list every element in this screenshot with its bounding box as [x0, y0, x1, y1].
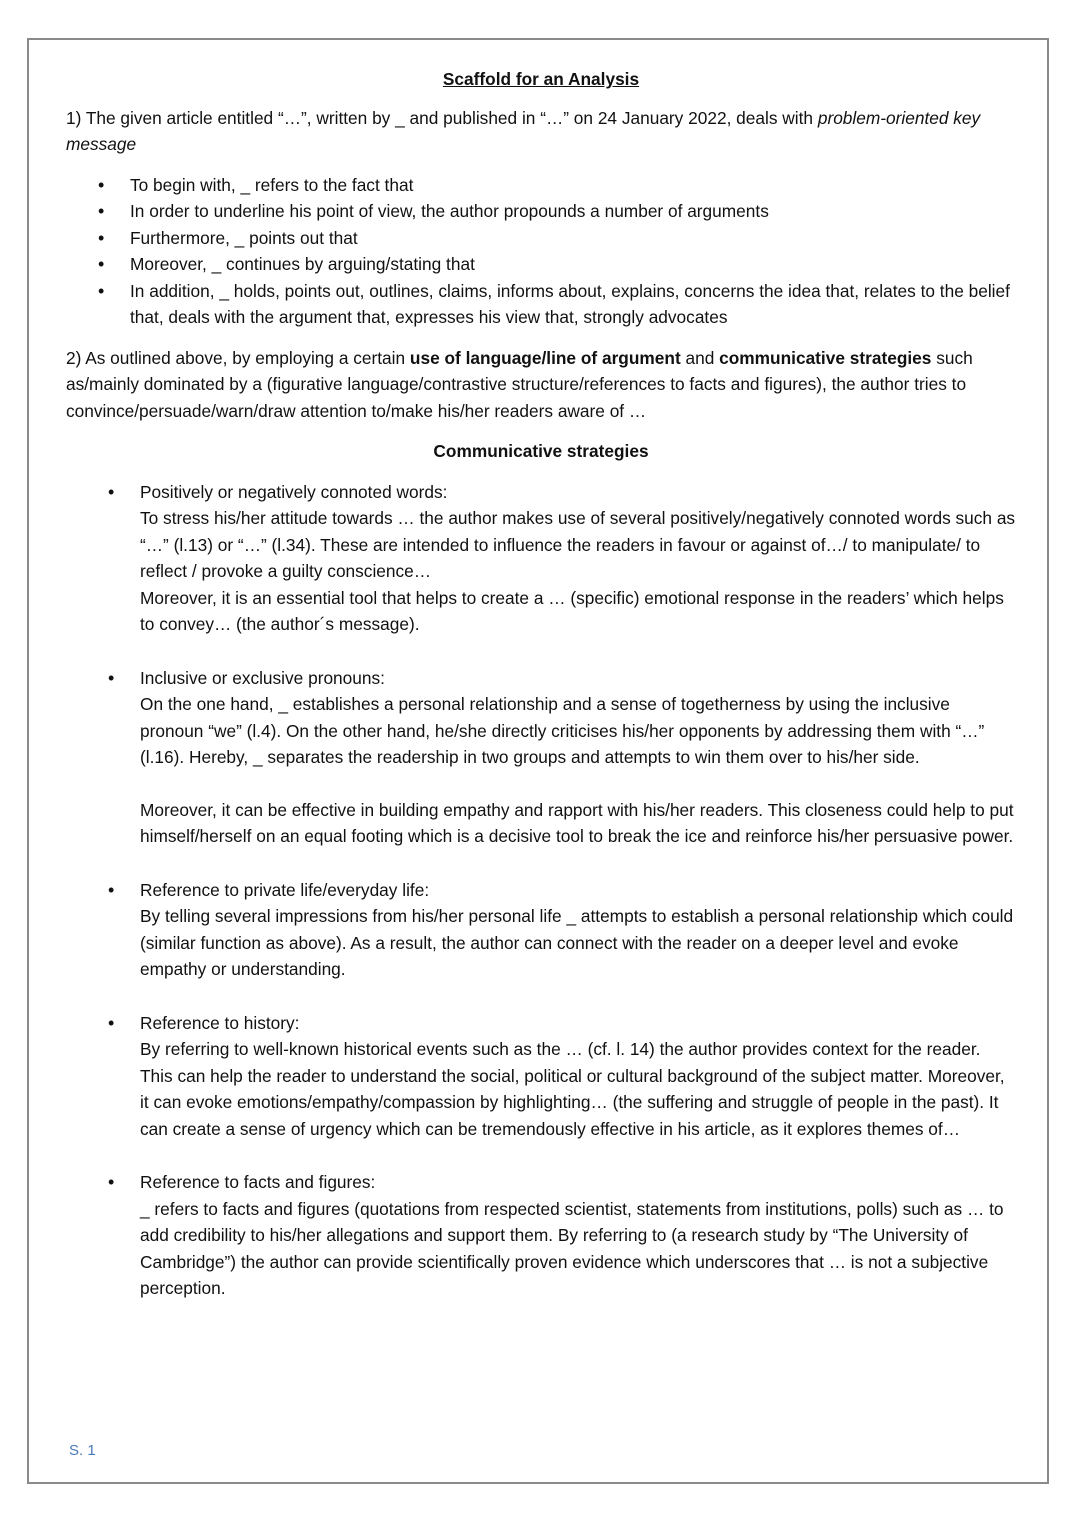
page-number: S. 1	[69, 1442, 96, 1459]
spacer	[140, 771, 1016, 797]
paragraph-2-text: 2) As outlined above, by employing a certain	[66, 347, 410, 368]
intro-bullet: • In order to underline his point of view, the author propounds a number of arguments	[130, 198, 1016, 225]
strategy-item-history	[140, 1010, 1016, 1143]
strategy-item-connoted-words	[140, 479, 1016, 638]
strategy-item-facts-figures	[140, 1169, 1016, 1302]
strategy-text: Moreover, it is an essential tool that helps to create a … (specific) emotional response in the readers’ which helps to convey… (the author´s message).	[140, 587, 1004, 634]
intro-bullet: • To begin with, _ refers to the fact that	[130, 172, 1016, 199]
strategy-list	[66, 479, 1016, 1302]
paragraph-2-text: and	[680, 347, 720, 368]
intro-bullet: • Furthermore, _ points out that	[130, 225, 1016, 252]
strategy-text: On the one hand, _ establishes a personal relationship and a sense of togetherness by using the inclusive pronoun “we” (l.4). On the other hand, he/she directly criticises his/her opponents by addressing them with “…” (l.16). Hereby, _ separates the readership in two groups and attempts to win them over to his/her side.	[140, 694, 985, 767]
paragraph-2-bold: use of language/line of argument	[409, 347, 681, 368]
strategy-heading: • Reference to history:	[140, 1012, 300, 1033]
intro-paragraph	[66, 105, 1016, 158]
strategy-heading: • Positively or negatively connoted words:	[140, 481, 448, 502]
section-subtitle: Communicative strategies	[433, 441, 649, 461]
intro-bullet: • In addition, _ holds, points out, outlines, claims, informs about, explains, concerns the idea that, relates to the belief that, deals with the argument that, expresses his view that, strongly advocates	[130, 278, 1016, 331]
strategy-text: To stress his/her attitude towards … the author makes use of several positively/negatively connoted words such as “…” (l.13) or “…” (l.34). These are intended to influence the readers in favour or against of…/ to manipulate/ to reflect / provoke a guilty conscience…	[140, 508, 1016, 581]
paragraph-2-bold: communicative strategies	[719, 347, 932, 368]
intro-italic: problem-oriented key message	[66, 107, 981, 154]
intro-text: 1) The given article entitled “…”, written by _ and published in “…” on 24 January 2022, deals with	[66, 107, 818, 128]
intro-bullet: • Moreover, _ continues by arguing/stating that	[130, 251, 1016, 278]
paragraph-2	[66, 345, 1016, 425]
strategy-text: _ refers to facts and figures (quotations from respected scientist, statements from institutions, polls) such as … to add credibility to his/her allegations and support them. By referring to (a research study by “The University of Cambridge”) the author can provide scientifically proven evidence which underscores that … is not a subjective perception.	[140, 1198, 1004, 1298]
document-content	[66, 66, 1016, 1329]
strategy-text: By telling several impressions from his/her personal life _ attempts to establish a personal relationship which could (similar function as above). As a result, the author can connect with the reader on a deeper level and evoke empathy or understanding.	[140, 906, 1014, 979]
document-title: Scaffold for an Analysis	[442, 69, 640, 89]
strategy-item-pronouns	[140, 665, 1016, 850]
intro-bullet-list	[66, 172, 1016, 331]
strategy-item-private-life	[140, 877, 1016, 983]
strategy-heading: • Inclusive or exclusive pronouns:	[140, 667, 385, 688]
strategy-heading: • Reference to private life/everyday life:	[140, 879, 430, 900]
strategy-text: By referring to well-known historical events such as the … (cf. l. 14) the author provides context for the reader. This can help the reader to understand the social, political or cultural background of the subject matter. Moreover, it can evoke emotions/empathy/compassion by highlighting… (the suffering and struggle of people in the past). It can create a sense of urgency which can be tremendously effective in his article, as it explores themes of…	[140, 1039, 1005, 1139]
strategy-text: Moreover, it can be effective in building empathy and rapport with his/her readers. This closeness could help to put himself/herself on an equal footing which is a decisive tool to break the ice and reinforce his/her persuasive power.	[140, 799, 1014, 846]
paragraph-2-text: such as/mainly dominated by a (figurative language/contrastive structure/references to facts and figures), the author tries to convince/persuade/warn/draw attention to/make his/her readers aware of …	[66, 347, 973, 421]
strategy-heading: • Reference to facts and figures:	[140, 1172, 376, 1192]
